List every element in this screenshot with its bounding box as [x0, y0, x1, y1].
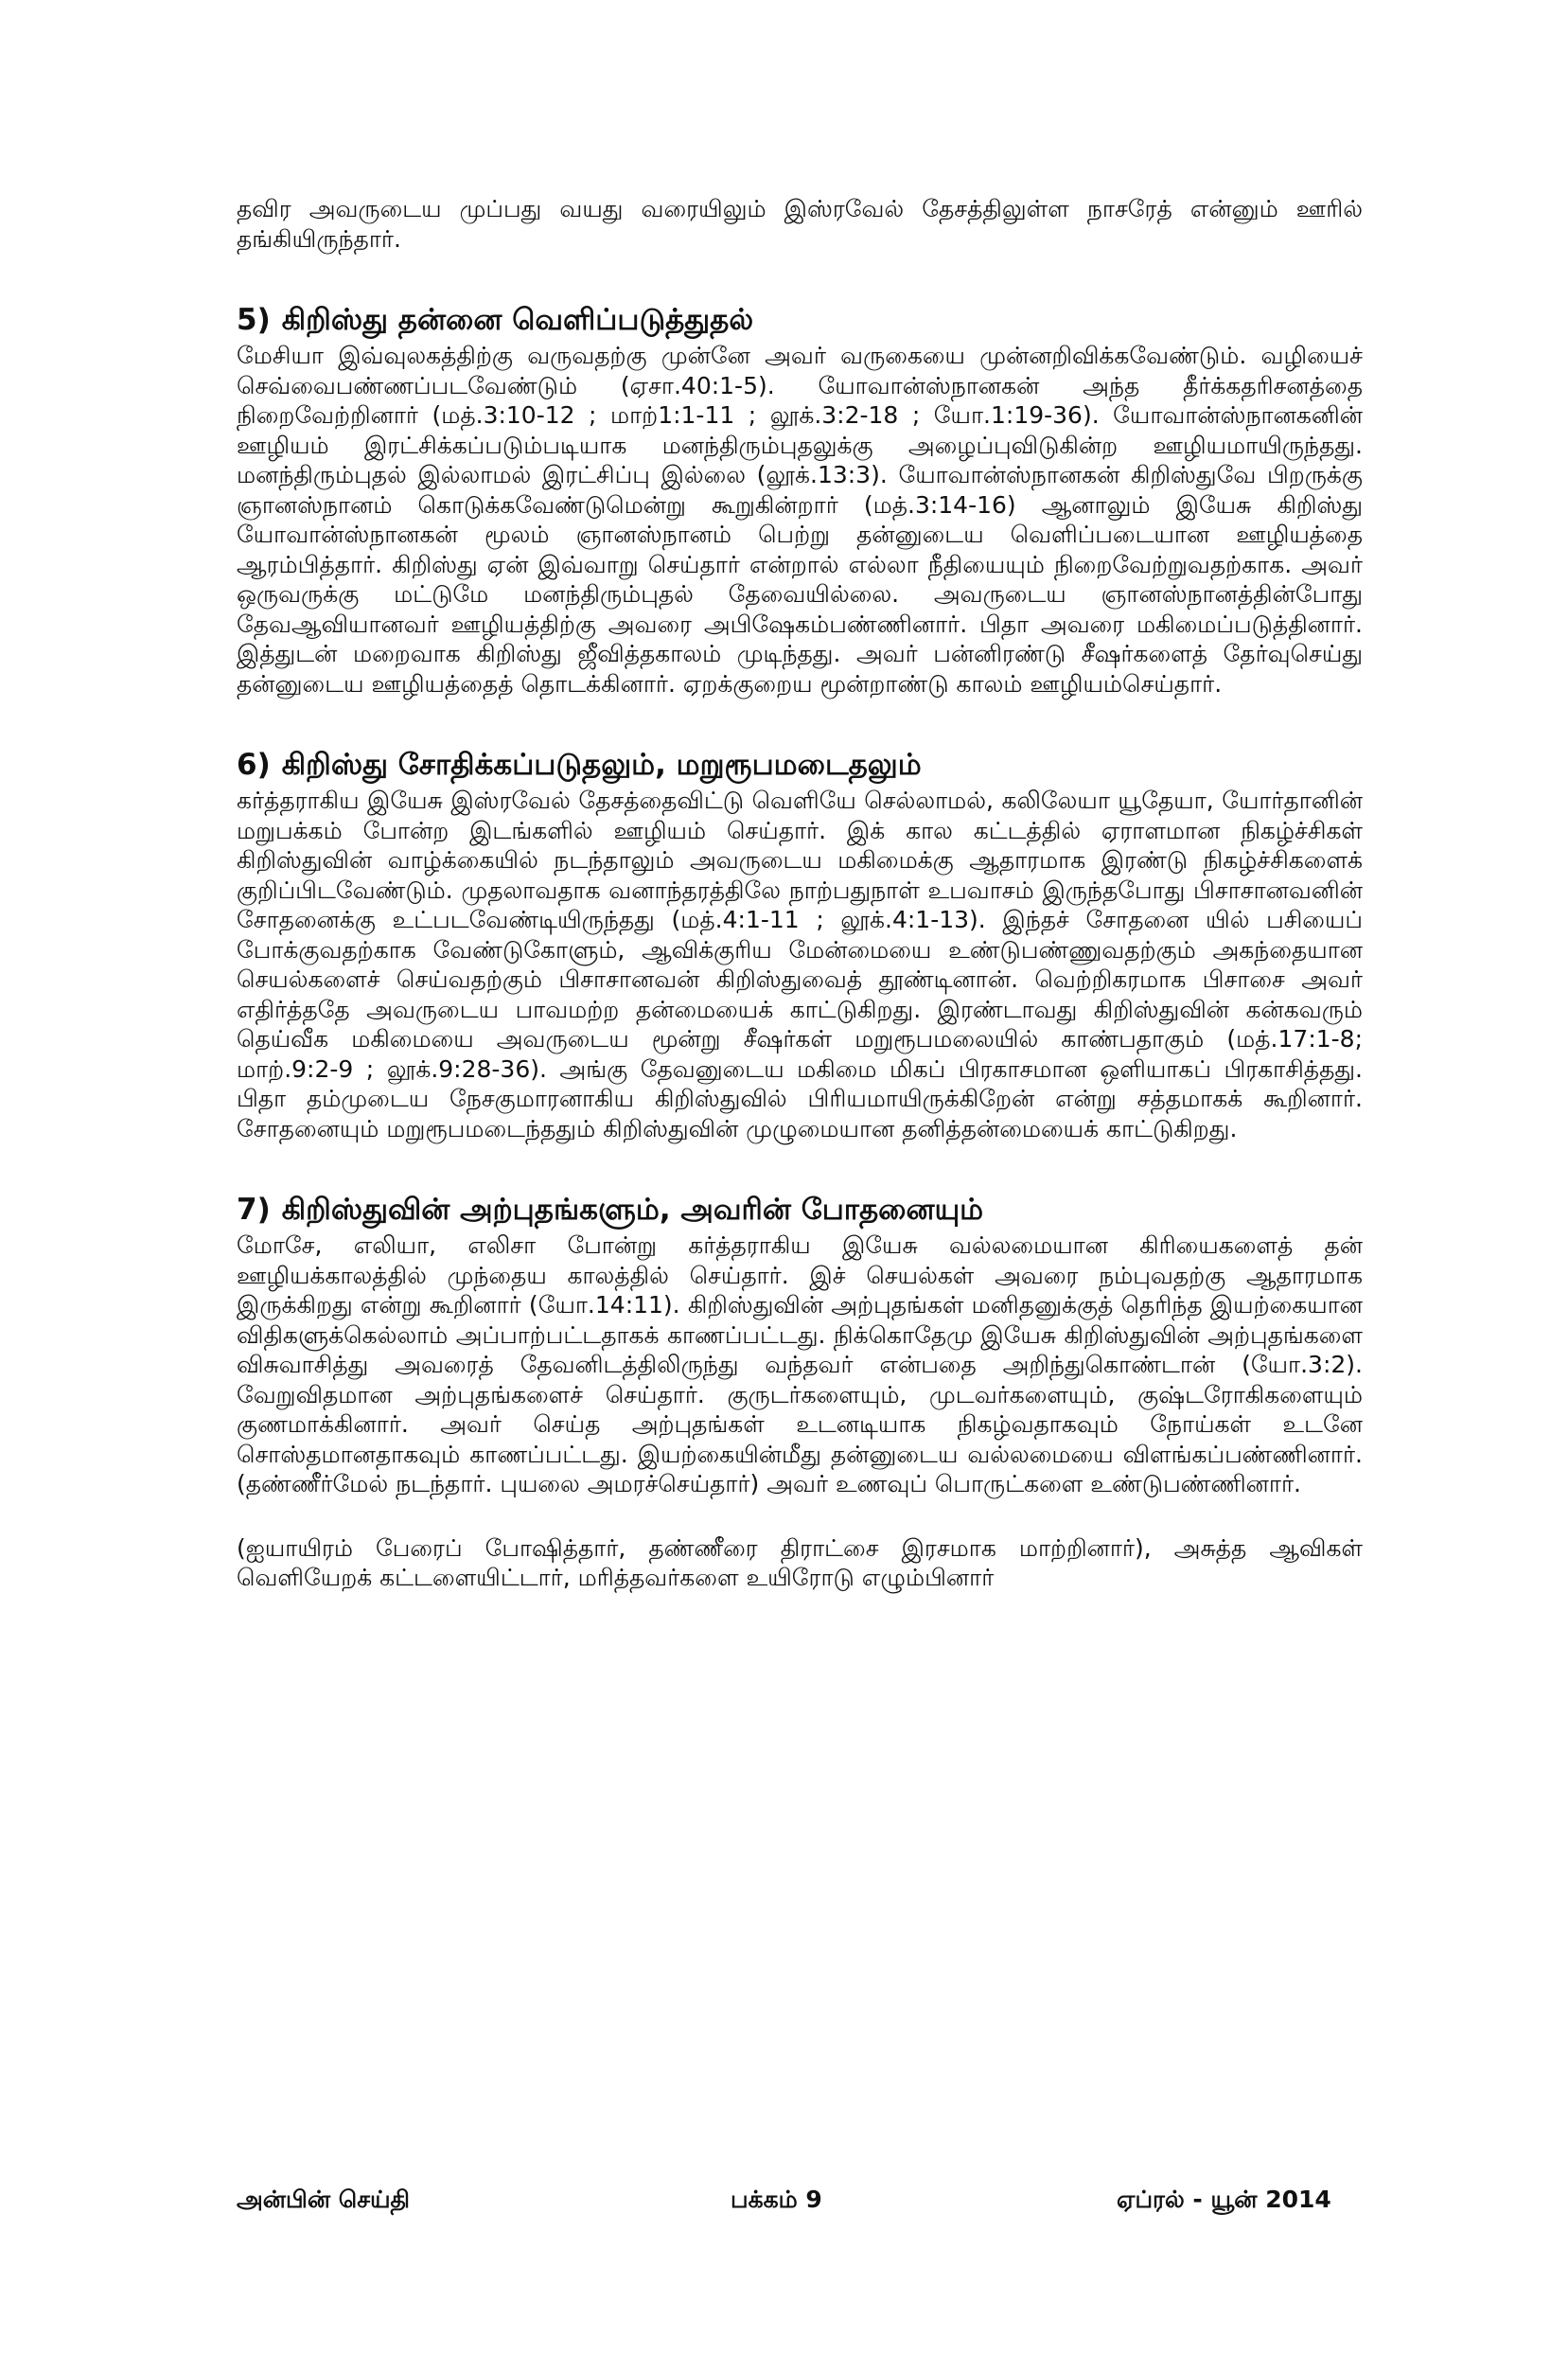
section-body: மேசியா இவ்வுலகத்திற்கு வருவதற்கு முன்னே அவர் வருகையை முன்னறிவிக்கவேண்டும். வழியைச் செவ்வைபண்ணப்படவேண்டும் (ஏசா.40:1-5). யோவான்ஸ்நானகன் அந்த தீர்க்கதரிசனத்தை நிறைவேற்றினார் (மத்.3:10-12 ; மாற்1:1-11 ; லூக்.3:2-18 ; யோ.1:19-36). யோவான்ஸ்நானகனின் ஊழியம் இரட்சிக்கப்படும்படியாக மனந்திரும்புதலுக்கு அழைப்புவிடுகின்ற ஊழியமாயிருந்தது. மனந்திரும்புதல் இல்லாமல் இரட்சிப்பு இல்லை (லூக்.13:3). யோவான்ஸ்நானகன் கிறிஸ்துவே பிறருக்கு ஞானஸ்நானம் கொடுக்கவேண்டுமென்று கூறுகின்றார் (மத்.3:14-16) ஆனாலும் இயேசு கிறிஸ்து யோவான்ஸ்நானகன் மூலம் ஞானஸ்நானம் பெற்று தன்னுடைய வெளிப்படையான ஊழியத்தை ஆரம்பித்தார். கிறிஸ்து ஏன் இவ்வாறு செய்தார் என்றால் எல்லா நீதியையும் நிறைவேற்றுவதற்காக. அவர் ஒருவருக்கு மட்டுமே மனந்திரும்புதல் தேவையில்லை. அவருடைய ஞானஸ்நானத்தின்போது தேவஆவியானவர் ஊழியத்திற்கு அவரை அபிஷேகம்பண்ணினார். பிதா அவரை மகிமைப்படுத்தினார். இத்துடன் மறைவாக கிறிஸ்து ஜீவித்தகாலம் முடிந்தது. அவர் பன்னிரண்டு சீஷர்களைத் தேர்வுசெய்து தன்னுடைய ஊழியத்தைத் தொடக்கினார். ஏறக்குறைய மூன்றாண்டு காலம் ஊழியம்செய்தார்.	[237, 342, 1363, 698]
intro-paragraph: தவிர அவருடைய முப்பது வயது வரையிலும் இஸ்ரவேல் தேசத்திலுள்ள நாசரேத் என்னும் ஊரில் தங்கியிருந்தார்.	[237, 195, 1363, 253]
page-footer	[0, 2181, 1568, 2219]
section-7	[237, 1191, 1363, 1593]
footer-publication-title: அன்பின் செய்தி	[237, 2186, 410, 2213]
section-heading	[237, 746, 1363, 784]
section-number: 5)	[237, 303, 271, 337]
document-body	[237, 194, 1363, 1593]
footer-issue-date: ஏப்ரல் - யூன் 2014	[1117, 2186, 1331, 2213]
section-number: 7)	[237, 1193, 271, 1227]
section-title: கிறிஸ்து சோதிக்கப்படுதலும், மறுரூபமடைதலும்	[281, 748, 922, 782]
footer-page-number: பக்கம் 9	[731, 2186, 822, 2213]
section-title: கிறிஸ்து தன்னை வெளிப்படுத்துதல்	[281, 303, 754, 337]
section-heading	[237, 1191, 1363, 1229]
section-title: கிறிஸ்துவின் அற்புதங்களும், அவரின் போதனையும்	[281, 1193, 984, 1227]
section-body: கர்த்தராகிய இயேசு இஸ்ரவேல் தேசத்தைவிட்டு வெளியே செல்லாமல், கலிலேயா யூதேயா, யோர்தானின் மறுபக்கம் போன்ற இடங்களில் ஊழியம் செய்தார். இக் கால கட்டத்தில் ஏராளமான நிகழ்ச்சிகள் கிறிஸ்துவின் வாழ்க்கையில் நடந்தாலும் அவருடைய மகிமைக்கு ஆதாரமாக இரண்டு நிகழ்ச்சிகளைக் குறிப்பிடவேண்டும். முதலாவதாக வனாந்தரத்திலே நாற்பதுநாள் உபவாசம் இருந்தபோது பிசாசானவனின் சோதனைக்கு உட்படவேண்டியிருந்தது (மத்.4:1-11 ; லூக்.4:1-13). இந்தச் சோதனை யில் பசியைப் போக்குவதற்காக வேண்டுகோளும், ஆவிக்குரிய மேன்மையை உண்டுபண்ணுவதற்கும் அகந்தையான செயல்களைச் செய்வதற்கும் பிசாசானவன் கிறிஸ்துவைத் தூண்டினான். வெற்றிகரமாக பிசாசை அவர் எதிர்த்ததே அவருடைய பாவமற்ற தன்மையைக் காட்டுகிறது. இரண்டாவது கிறிஸ்துவின் கன்கவரும் தெய்வீக மகிமையை அவருடைய மூன்று சீஷர்கள் மறுரூபமலையில் காண்பதாகும் (மத்.17:1-8; மாற்.9:2-9 ; லூக்.9:28-36). அங்கு தேவனுடைய மகிமை மிகப் பிரகாசமான ஒளியாகப் பிரகாசித்தது. பிதா தம்முடைய நேசகுமாரனாகிய கிறிஸ்துவில் பிரியமாயிருக்கிறேன் என்று சத்தமாகக் கூறினார். சோதனையும் மறுரூபமடைந்ததும் கிறிஸ்துவின் முழுமையான தனித்தன்மையைக் காட்டுகிறது.	[237, 787, 1363, 1142]
section-number: 6)	[237, 748, 271, 782]
section-5	[237, 301, 1363, 699]
section-heading	[237, 301, 1363, 339]
section-body: மோசே, எலியா, எலிசா போன்று கர்த்தராகிய இயேசு வல்லமையான கிரியைகளைத் தன் ஊழியக்காலத்தில் முந்தைய காலத்தில் செய்தார். இச் செயல்கள் அவரை நம்புவதற்கு ஆதாரமாக இருக்கிறது என்று கூறினார் (யோ.14:11). கிறிஸ்துவின் அற்புதங்கள் மனிதனுக்குத் தெரிந்த இயற்கையான விதிகளுக்கெல்லாம் அப்பாற்பட்டதாகக் காணப்பட்டது. நிக்கொதேமு இயேசு கிறிஸ்துவின் அற்புதங்களை விசுவாசித்து அவரைத் தேவனிடத்திலிருந்து வந்தவர் என்பதை அறிந்துகொண்டான் (யோ.3:2). வேறுவிதமான அற்புதங்களைச் செய்தார். குருடர்களையும், முடவர்களையும், குஷ்டரோகிகளையும் குணமாக்கினார். அவர் செய்த அற்புதங்கள் உடனடியாக நிகழ்வதாகவும் நோய்கள் உடனே சொஸ்தமானதாகவும் காணப்பட்டது. இயற்கையின்மீது தன்னுடைய வல்லமையை விளங்கப்பண்ணினார். (தண்ணீர்மேல் நடந்தார். புயலை அமரச்செய்தார்) அவர் உணவுப் பொருட்களை உண்டுபண்ணினார்.	[237, 1231, 1363, 1497]
section-6	[237, 746, 1363, 1143]
section-continuation: (ஐயாயிரம் பேரைப் போஷித்தார், தண்ணீரை திராட்சை இரசமாக மாற்றினார்), அசுத்த ஆவிகள் வெளியேறக் கட்டளையிட்டார், மரித்தவர்களை உயிரோடு எழும்பினார்	[237, 1533, 1363, 1591]
